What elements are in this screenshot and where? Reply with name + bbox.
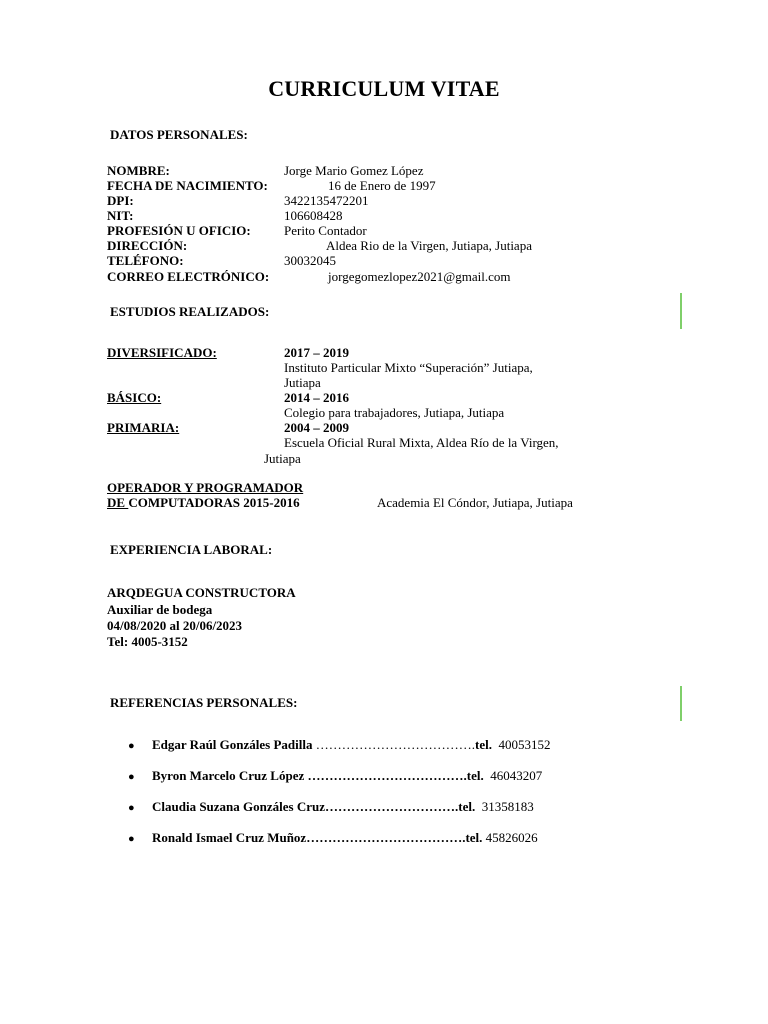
dpi-value: 3422135472201 bbox=[284, 193, 369, 208]
margin-marker bbox=[680, 686, 682, 721]
reference-tel-label: tel. bbox=[458, 799, 476, 814]
reference-number: 46043207 bbox=[490, 768, 543, 783]
course-label-cont bbox=[107, 495, 300, 510]
list-item bbox=[128, 768, 542, 784]
primaria-years: 2004 – 2009 bbox=[284, 420, 349, 435]
course-label-rest: COMPUTADORAS 2015-2016 bbox=[128, 495, 300, 510]
diversificado-place: Instituto Particular Mixto “Superación” Jutiapa, bbox=[284, 360, 533, 375]
phone-label: TELÉFONO: bbox=[107, 253, 184, 268]
name-value: Jorge Mario Gomez López bbox=[284, 163, 424, 178]
primaria-place-cont: Jutiapa bbox=[264, 451, 301, 466]
reference-tel-label: tel. bbox=[466, 768, 484, 783]
list-item bbox=[128, 830, 538, 846]
reference-tel-label: tel. bbox=[465, 830, 483, 845]
birthdate-label: FECHA DE NACIMIENTO: bbox=[107, 178, 268, 193]
address-value: Aldea Rio de la Virgen, Jutiapa, Jutiapa bbox=[326, 238, 532, 253]
bullet-icon: ● bbox=[128, 771, 135, 783]
reference-dots: ………………………………. bbox=[304, 768, 467, 783]
reference-name: Ronald Ismael Cruz Muñoz bbox=[152, 830, 307, 845]
reference-dots: …………………………. bbox=[325, 799, 459, 814]
bullet-icon: ● bbox=[128, 802, 135, 814]
course-label-prefix: DE bbox=[107, 495, 129, 510]
reference-name: Edgar Raúl Gonzáles Padilla bbox=[152, 737, 313, 752]
email-label: CORREO ELECTRÓNICO: bbox=[107, 269, 270, 284]
primaria-label: PRIMARIA: bbox=[107, 420, 180, 435]
phone-value: 30032045 bbox=[284, 253, 336, 268]
nit-value: 106608428 bbox=[284, 208, 343, 223]
diversificado-label: DIVERSIFICADO: bbox=[107, 345, 217, 360]
diversificado-years: 2017 – 2019 bbox=[284, 345, 349, 360]
reference-number: 31358183 bbox=[481, 799, 534, 814]
bullet-icon: ● bbox=[128, 740, 135, 752]
margin-marker bbox=[680, 293, 682, 329]
basico-label: BÁSICO: bbox=[107, 390, 162, 405]
reference-name: Byron Marcelo Cruz López bbox=[152, 768, 305, 783]
profession-label: PROFESIÓN U OFICIO: bbox=[107, 223, 251, 238]
reference-number: 45826026 bbox=[485, 830, 538, 845]
email-value: jorgegomezlopez2021@gmail.com bbox=[328, 269, 511, 284]
address-label: DIRECCIÓN: bbox=[107, 238, 188, 253]
job-dates: 04/08/2020 al 20/06/2023 bbox=[107, 618, 243, 633]
reference-name: Claudia Suzana Gonzáles Cruz bbox=[152, 799, 325, 814]
primaria-place: Escuela Oficial Rural Mixta, Aldea Río de la Virgen, bbox=[284, 435, 559, 450]
name-label: NOMBRE: bbox=[107, 163, 170, 178]
birthdate-value: 16 de Enero de 1997 bbox=[328, 178, 436, 193]
reference-dots: ………………………………. bbox=[306, 830, 466, 845]
profession-value: Perito Contador bbox=[284, 223, 367, 238]
section-studies-heading: ESTUDIOS REALIZADOS: bbox=[110, 304, 270, 319]
section-references-heading: REFERENCIAS PERSONALES: bbox=[110, 695, 298, 710]
bullet-icon: ● bbox=[128, 833, 135, 845]
reference-dots: ………………………………. bbox=[312, 737, 475, 752]
dpi-label: DPI: bbox=[107, 193, 134, 208]
basico-years: 2014 – 2016 bbox=[284, 390, 349, 405]
section-personal-heading: DATOS PERSONALES: bbox=[110, 127, 248, 142]
basico-place: Colegio para trabajadores, Jutiapa, Jutiapa bbox=[284, 405, 505, 420]
reference-tel-label: tel. bbox=[474, 737, 492, 752]
job-phone: Tel: 4005-3152 bbox=[107, 634, 188, 649]
course-label: OPERADOR Y PROGRAMADOR bbox=[107, 480, 304, 495]
section-experience-heading: EXPERIENCIA LABORAL: bbox=[110, 542, 273, 557]
course-place: Academia El Cóndor, Jutiapa, Jutiapa bbox=[377, 495, 573, 510]
document-title: CURRICULUM VITAE bbox=[268, 76, 500, 101]
job-role: Auxiliar de bodega bbox=[107, 602, 213, 617]
company-name: ARQDEGUA CONSTRUCTORA bbox=[107, 585, 296, 600]
nit-label: NIT: bbox=[107, 208, 134, 223]
list-item bbox=[128, 799, 534, 815]
list-item bbox=[128, 737, 550, 753]
diversificado-place-cont: Jutiapa bbox=[284, 375, 321, 390]
reference-number: 40053152 bbox=[498, 737, 551, 752]
